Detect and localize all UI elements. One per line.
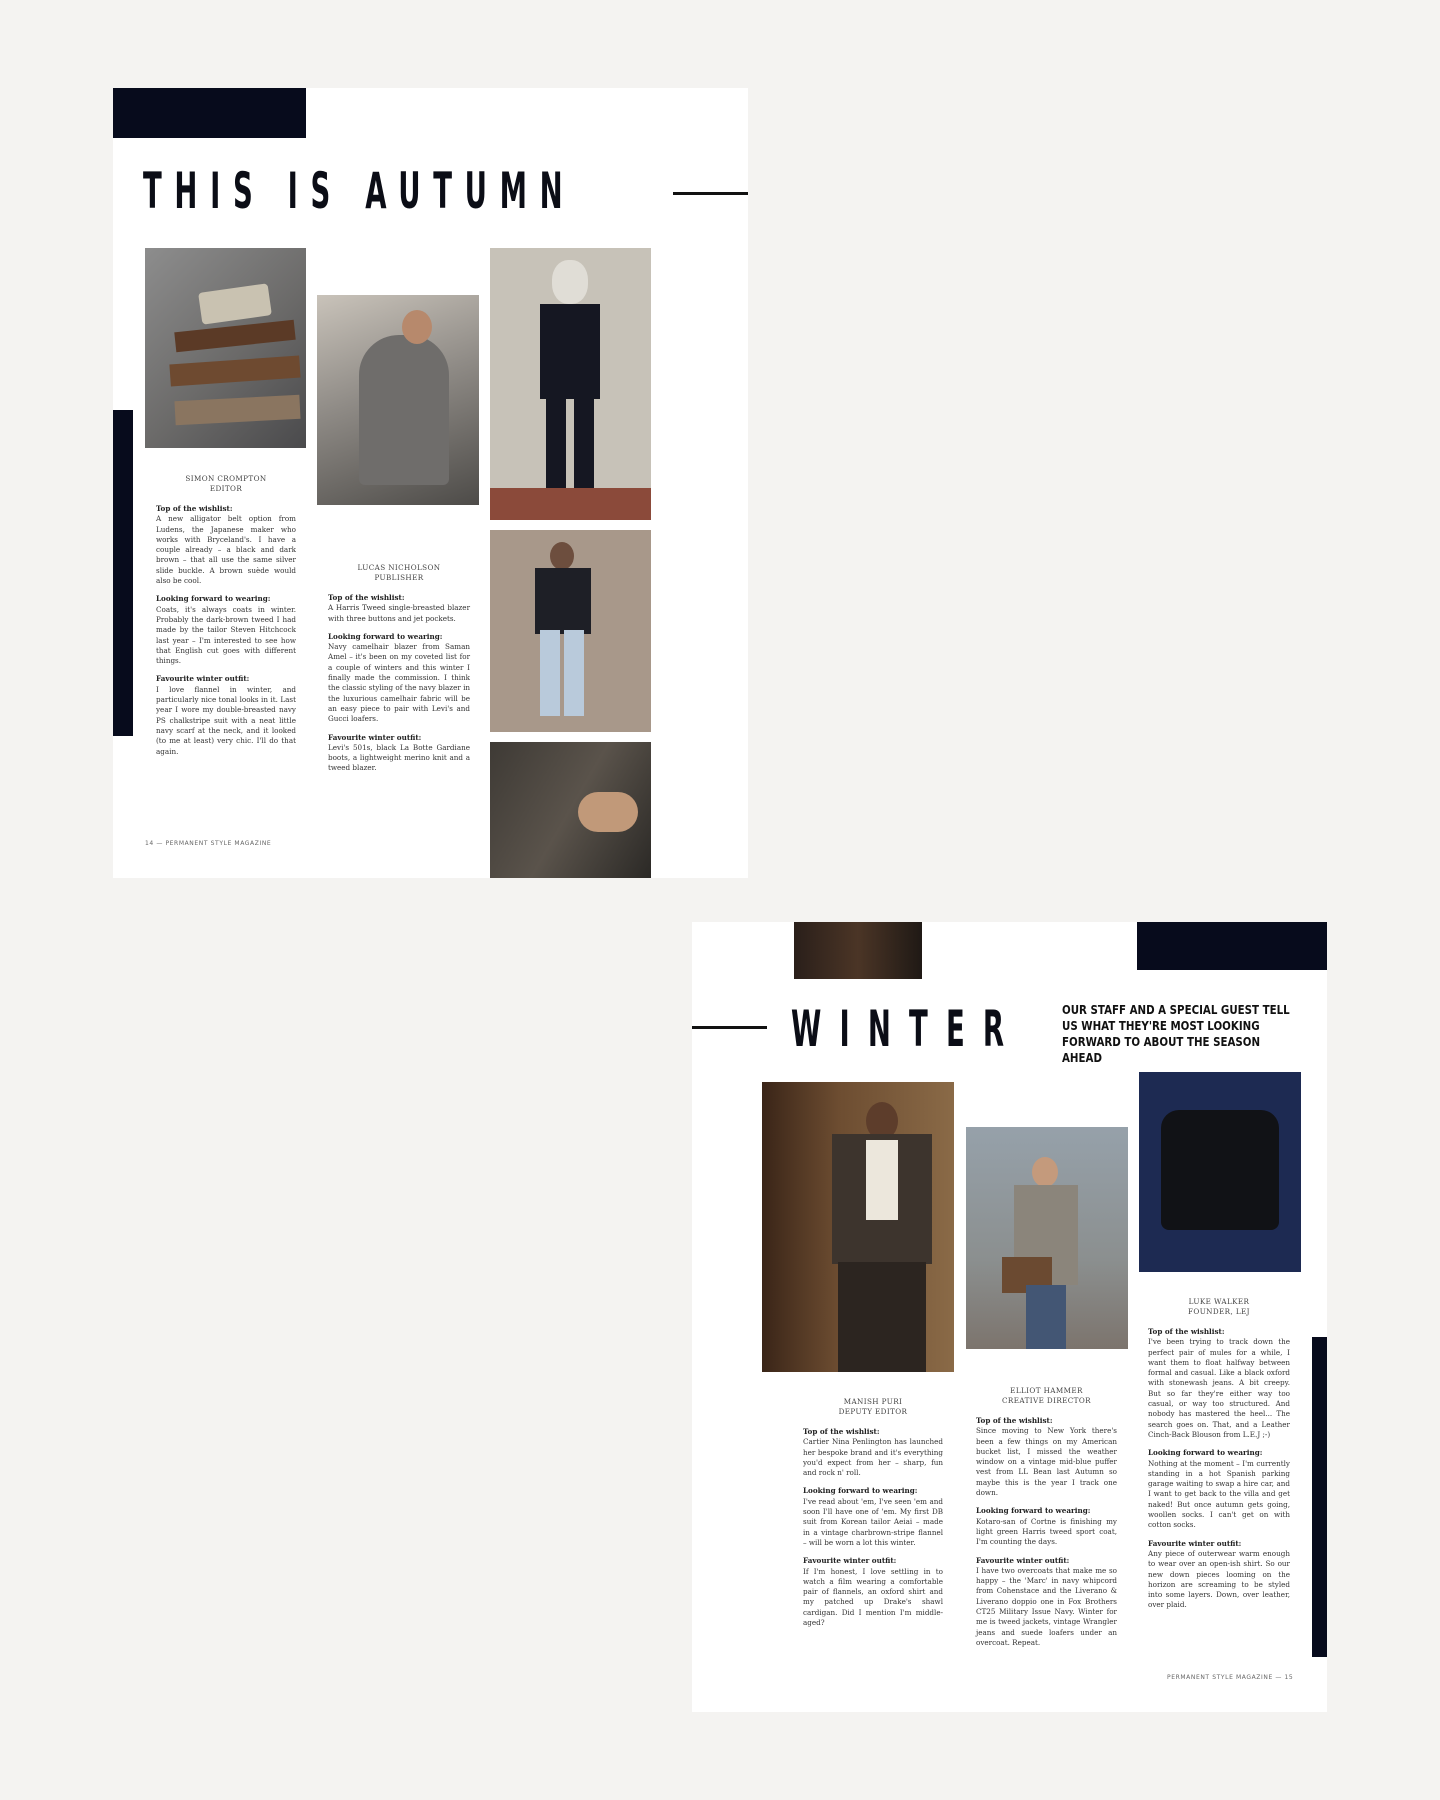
contributor-column-lucas (328, 563, 470, 774)
wearing-label: Looking forward to wearing: (1148, 1448, 1263, 1458)
photo-man-in-tuxedo (490, 248, 651, 520)
photo-leather-jacket (1139, 1072, 1301, 1272)
outfit-label: Favourite winter outfit: (1148, 1538, 1242, 1548)
contributor-name: MANISH PURI (843, 1397, 903, 1406)
wishlist-text: I've been trying to track down the perfect pair of mules for a while, I want them to float halfway between formal and casual. Like a black oxford with stonewash jeans. A bit creepy. But so far they're either way too casual, or way too structured. And nobody has mastered the heel... The search goes on. That, and a Leather Cinch-Back Blouson from L.E.J ;-) (1148, 1337, 1290, 1439)
header-color-block (113, 88, 306, 138)
wearing-label: Looking forward to wearing: (803, 1486, 918, 1496)
outfit-label: Favourite winter outfit: (328, 732, 422, 742)
outfit-text: I have two overcoats that make me so happy – the 'Marc' in navy whipcord from Cohenstace and the Liverano & Liverano doppio one in Fox Brothers CT25 Military Issue Navy. Winter for me is tweed jackets, vintage Wrangler jeans and suede loafers under an overcoat. Repeat. (976, 1565, 1117, 1647)
title-rule (692, 1026, 767, 1029)
photo-tweed-cuff (490, 742, 651, 878)
outfit-label: Favourite winter outfit: (976, 1555, 1070, 1565)
contributor-name: SIMON CROMPTON (185, 474, 267, 483)
wishlist-text: A new alligator belt option from Ludens, the Japanese maker who works with Bryceland's. I have a couple already – a black and dark brown – that all use the same silver slide buckle. A brown suède would also be cool. (156, 514, 296, 586)
magazine-page-winter (692, 922, 1327, 1712)
page-folio: PERMANENT STYLE MAGAZINE — 15 (1167, 1674, 1294, 1681)
wearing-text: Coats, it's always coats in winter. Probably the dark-brown tweed I had made by the tailor Steven Hitchcock last year – I'm interested to see how that English cut goes with different things. (156, 604, 296, 666)
contributor-name: LUCAS NICHOLSON (357, 563, 441, 572)
page-title-autumn: THIS IS AUTUMN (143, 162, 576, 220)
photo-man-in-grey-coat (317, 295, 479, 505)
page-title-winter: WINTER (791, 1000, 1023, 1058)
contributor-name: LUKE WALKER (1188, 1297, 1250, 1306)
wishlist-label: Top of the wishlist: (803, 1427, 880, 1436)
magazine-page-autumn (113, 88, 748, 878)
wearing-label: Looking forward to wearing: (156, 594, 271, 604)
wearing-text: Nothing at the moment – I'm currently standing in a hot Spanish parking garage waiting to swap a hire car, and I want to get back to the villa and get naked! But once autumn gets going, woollen socks. I can't get on with cotton socks. (1148, 1458, 1290, 1530)
contributor-role: EDITOR (209, 484, 243, 493)
photo-man-with-bag (966, 1127, 1128, 1349)
photo-interior-strip (794, 922, 922, 979)
contributor-role: PUBLISHER (374, 573, 424, 582)
contributor-column-luke (1148, 1297, 1290, 1611)
wishlist-text: Since moving to New York there's been a few things on my American bucket list, I missed the weather window on a vintage mid-blue puffer vest from LL Bean last Autumn so maybe this is the year I track one down. (976, 1426, 1117, 1498)
outfit-label: Favourite winter outfit: (156, 674, 250, 684)
wishlist-text: A Harris Tweed single-breasted blazer with three buttons and jet pockets. (328, 603, 470, 623)
wishlist-label: Top of the wishlist: (328, 593, 405, 602)
page-subtitle: OUR STAFF AND A SPECIAL GUEST TELL US WHAT THEY'RE MOST LOOKING FORWARD TO ABOUT THE SEASON AHEAD (1062, 1002, 1290, 1065)
header-color-block (1137, 922, 1327, 970)
contributor-column-manish (803, 1397, 943, 1628)
wearing-text: Kotaro-san of Cortne is finishing my light green Harris tweed sport coat, I'm counting the days. (976, 1516, 1117, 1547)
title-rule (673, 192, 748, 195)
contributor-role: DEPUTY EDITOR (838, 1407, 908, 1416)
page-folio: 14 — PERMANENT STYLE MAGAZINE (145, 840, 272, 847)
side-color-block (1312, 1337, 1327, 1657)
contributor-column-simon (156, 474, 296, 757)
wishlist-label: Top of the wishlist: (1148, 1327, 1225, 1336)
outfit-text: If I'm honest, I love settling in to watch a film wearing a comfortable pair of flannels, an oxford shirt and my patched up Drake's shawl cardigan. Did I mention I'm middle-aged? (803, 1566, 943, 1628)
wearing-text: I've read about 'em, I've seen 'em and soon I'll have one of 'em. My first DB suit from Korean tailor Aeiai – made in a vintage charbrown-stripe flannel – will be worn a lot this winter. (803, 1496, 943, 1547)
outfit-text: Any piece of outerwear warm enough to wear over an open-ish shirt. So our new down pieces looming on the horizon are screaming to be styled into some layers. Down, over leather, over plaid. (1148, 1548, 1290, 1610)
outfit-text: I love flannel in winter, and particularly nice tonal looks in it. Last year I wore my double-breasted navy PS chalkstripe suit with a neat little navy scarf at the neck, and it looked (to me at least) very chic. I'll do that again. (156, 684, 296, 756)
contributor-role: FOUNDER, LEJ (1188, 1307, 1250, 1316)
wearing-text: Navy camelhair blazer from Saman Amel – it's been on my coveted list for a couple of winters and this winter I finally made the commission. I think the classic styling of the navy blazer in the luxurious camelhair fabric will be an easy piece to pair with Levi's and Gucci loafers. (328, 642, 470, 724)
wearing-label: Looking forward to wearing: (328, 631, 443, 641)
photo-man-in-smoking-jacket (762, 1082, 954, 1372)
contributor-name: ELLIOT HAMMER (1010, 1386, 1083, 1395)
wishlist-label: Top of the wishlist: (976, 1416, 1053, 1425)
wishlist-text: Cartier Nina Penlington has launched her bespoke brand and it's everything you'd expect from her – sharp, fun and rock n' roll. (803, 1437, 943, 1478)
contributor-role: CREATIVE DIRECTOR (1002, 1396, 1091, 1405)
wishlist-label: Top of the wishlist: (156, 504, 233, 513)
side-color-block (113, 410, 133, 736)
outfit-text: Levi's 501s, black La Botte Gardiane boots, a lightweight merino knit and a tweed blazer. (328, 742, 470, 773)
photo-belts (145, 248, 306, 448)
outfit-label: Favourite winter outfit: (803, 1556, 897, 1566)
wearing-label: Looking forward to wearing: (976, 1506, 1091, 1516)
contributor-column-elliot (976, 1386, 1117, 1648)
photo-man-in-jeans (490, 530, 651, 732)
